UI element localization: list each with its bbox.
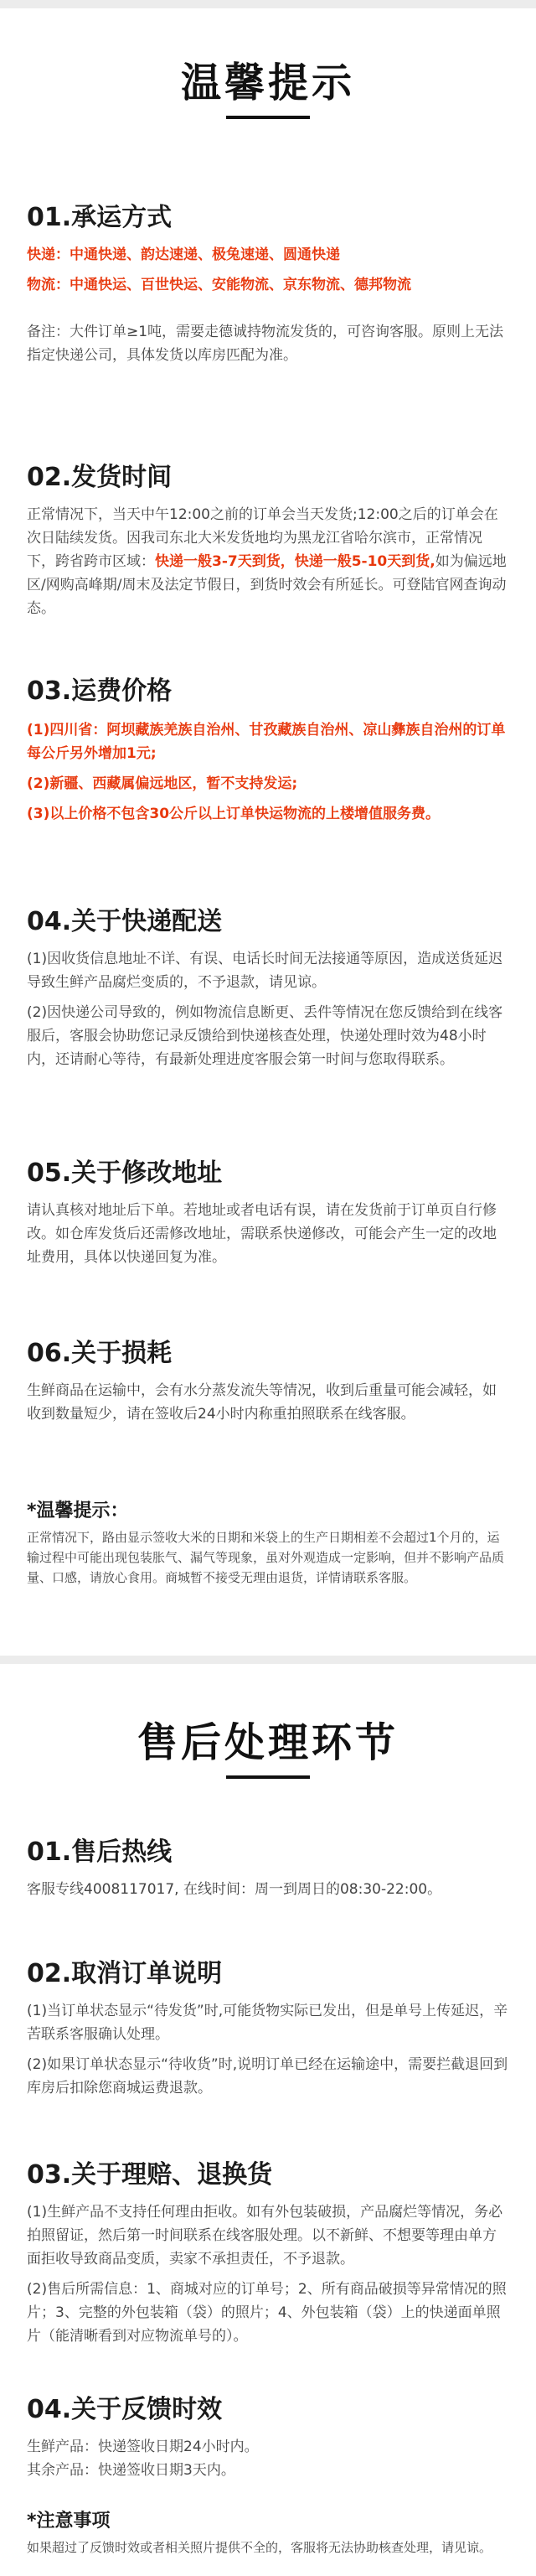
section-title: 04.关于快递配送: [27, 907, 223, 936]
courier-item: (1)因收货信息地址不详、有误、电话长时间无法接通等原因，造成送货延迟导致生鲜产品腐烂变质的，不予退款，请见谅。: [27, 951, 503, 991]
hotline-text: 客服专线4008117017, 在线时间：周一到周日的08:30-22:00。: [27, 1881, 442, 1898]
section-shipping-fee: [27, 675, 509, 832]
feedback-line: 其余产品：快递签收日期3天内。: [27, 2462, 235, 2479]
section-claims-returns: [27, 2159, 509, 2355]
claims-item: (2)售后所需信息：1、商城对应的订单号；2、所有商品破损等异常情况的照片；3、完整的外包装箱（袋）的照片；4、外包装箱（袋）上的快递面单照片（能清晰看到对应物流单号的）。: [27, 2281, 507, 2345]
fee-item: (1)四川省：阿坝藏族羌族自治州、甘孜藏族自治州、凉山彝族自治州的订单每公斤另外增加1元;: [27, 722, 506, 762]
section-title: 01.售后热线: [27, 1837, 173, 1867]
title-underline: [226, 116, 310, 119]
cancel-item: (1)当订单状态显示“待发货”时,可能货物实际已发出，但是单号上传延迟，辛苦联系客服确认处理。: [27, 2003, 508, 2043]
warm-tip-title: *温馨提示：: [27, 1501, 129, 1521]
cancel-item: (2)如果订单状态显示“待收货”时,说明订单已经在运输途中，需要拦截退回到库房后扣除您商城运费退款。: [27, 2056, 508, 2097]
feedback-line: 生鲜产品：快递签收日期24小时内。: [27, 2439, 259, 2455]
section-title: 04.关于反馈时效: [27, 2395, 223, 2424]
delivery-text-highlight: 快递一般3-7天到货，快递一般5-10天到货,: [155, 553, 436, 570]
logistics-carriers: 物流：中通快运、百世快运、安能物流、京东物流、德邦物流: [27, 277, 411, 293]
section-shipping-method: [27, 201, 509, 374]
delivery-text-a: 正常情况下，当天中午12:00之前的订单会当天发货;12:00之后的订单会在次日陆续发货。因我司东北大米发货地均为黑龙江省哈尔滨市，正常情况下，跨省跨市区域：: [27, 506, 498, 570]
title-underline: [226, 1775, 310, 1779]
fee-item: (3)以上价格不包含30公斤以上订单快运物流的上楼增值服务费。: [27, 806, 441, 822]
page-title-tips: 温馨提示: [180, 60, 355, 106]
section-title: 03.运费价格: [27, 676, 173, 706]
fee-item: (2)新疆、西藏属偏远地区，暂不支持发运;: [27, 775, 298, 792]
delivery-text-b: 如为偏远地区/网购高峰期/周末及法定节假日，到货时效会有所延长。可登陆官网查询动态。: [27, 553, 507, 617]
express-carriers: 快递：中通快递、韵达速递、极兔速递、圆通快递: [27, 246, 340, 263]
modify-address-text: 请认真核对地址后下单。若地址或者电话有误，请在发货前于订单页自行修改。如仓库发货后还需修改地址，需联系快递修改，可能会产生一定的改地址费用，具体以快递回复为准。: [27, 1202, 497, 1266]
section-divider-band: [0, 1656, 536, 1664]
warm-tip-text: 正常情况下，路由显示签收大米的日期和米袋上的生产日期相差不会超过1个月的，运输过程中可能出现包装胀气、漏气等现象，虽对外观造成一定影响，但并不影响产品质量、口感，请放心食用。商城暂不接受无理由退货，详情请联系客服。: [27, 1530, 505, 1585]
page-title-after-sales: 售后处理环节: [137, 1719, 399, 1766]
section-title: 02.发货时间: [27, 463, 173, 492]
section-hotline: [27, 1836, 509, 1908]
section-delivery-time: [27, 461, 509, 627]
section-feedback-time: [27, 2393, 509, 2482]
warm-tip-box: [27, 1496, 509, 1588]
loss-text: 生鲜商品在运输中，会有水分蒸发流失等情况，收到后重量可能会减轻，如收到数量短少，请在签收后24小时内称重拍照联系在线客服。: [27, 1382, 497, 1423]
courier-item: (2)因快递公司导致的，例如物流信息断更、丢件等情况在您反馈给到在线客服后，客服会协助您记录反馈给到快递核查处理，快递处理时效为48小时内，还请耐心等待，有最新处理进度客服会第一时间与您取得联系。: [27, 1004, 503, 1068]
section-modify-address: [27, 1157, 509, 1276]
section-title: 01.承运方式: [27, 203, 173, 232]
delivery-time-text: [27, 503, 509, 620]
claims-item: (1)生鲜产品不支持任何理由拒收。如有外包装破损，产品腐烂等情况，务必拍照留证，然后第一时间联系在线客服处理。以不新鲜、不想要等理由单方面拒收导致商品变质，卖家不承担责任，不予退款。: [27, 2204, 503, 2268]
section-title: 03.关于理赔、退换货: [27, 2160, 273, 2190]
section-cancel-order: [27, 1957, 509, 2107]
section-courier-delivery: [27, 905, 509, 1078]
section-title: 02.取消订单说明: [27, 1959, 223, 1988]
section-loss: [27, 1337, 509, 1433]
shipping-note: 备注：大件订单≥1吨，需要走德诚持物流发货的，可咨询客服。原则上无法指定快递公司，具体发货以库房匹配为准。: [27, 324, 504, 364]
attention-title: *注意事项: [27, 2511, 111, 2532]
attention-box: [27, 2506, 509, 2558]
section-title: 05.关于修改地址: [27, 1158, 223, 1188]
section-title: 06.关于损耗: [27, 1339, 173, 1368]
top-divider-band: [0, 0, 536, 8]
attention-text: 如果超过了反馈时效或者相关照片提供不全的，客服将无法协助核查处理，请见谅。: [27, 2540, 492, 2555]
